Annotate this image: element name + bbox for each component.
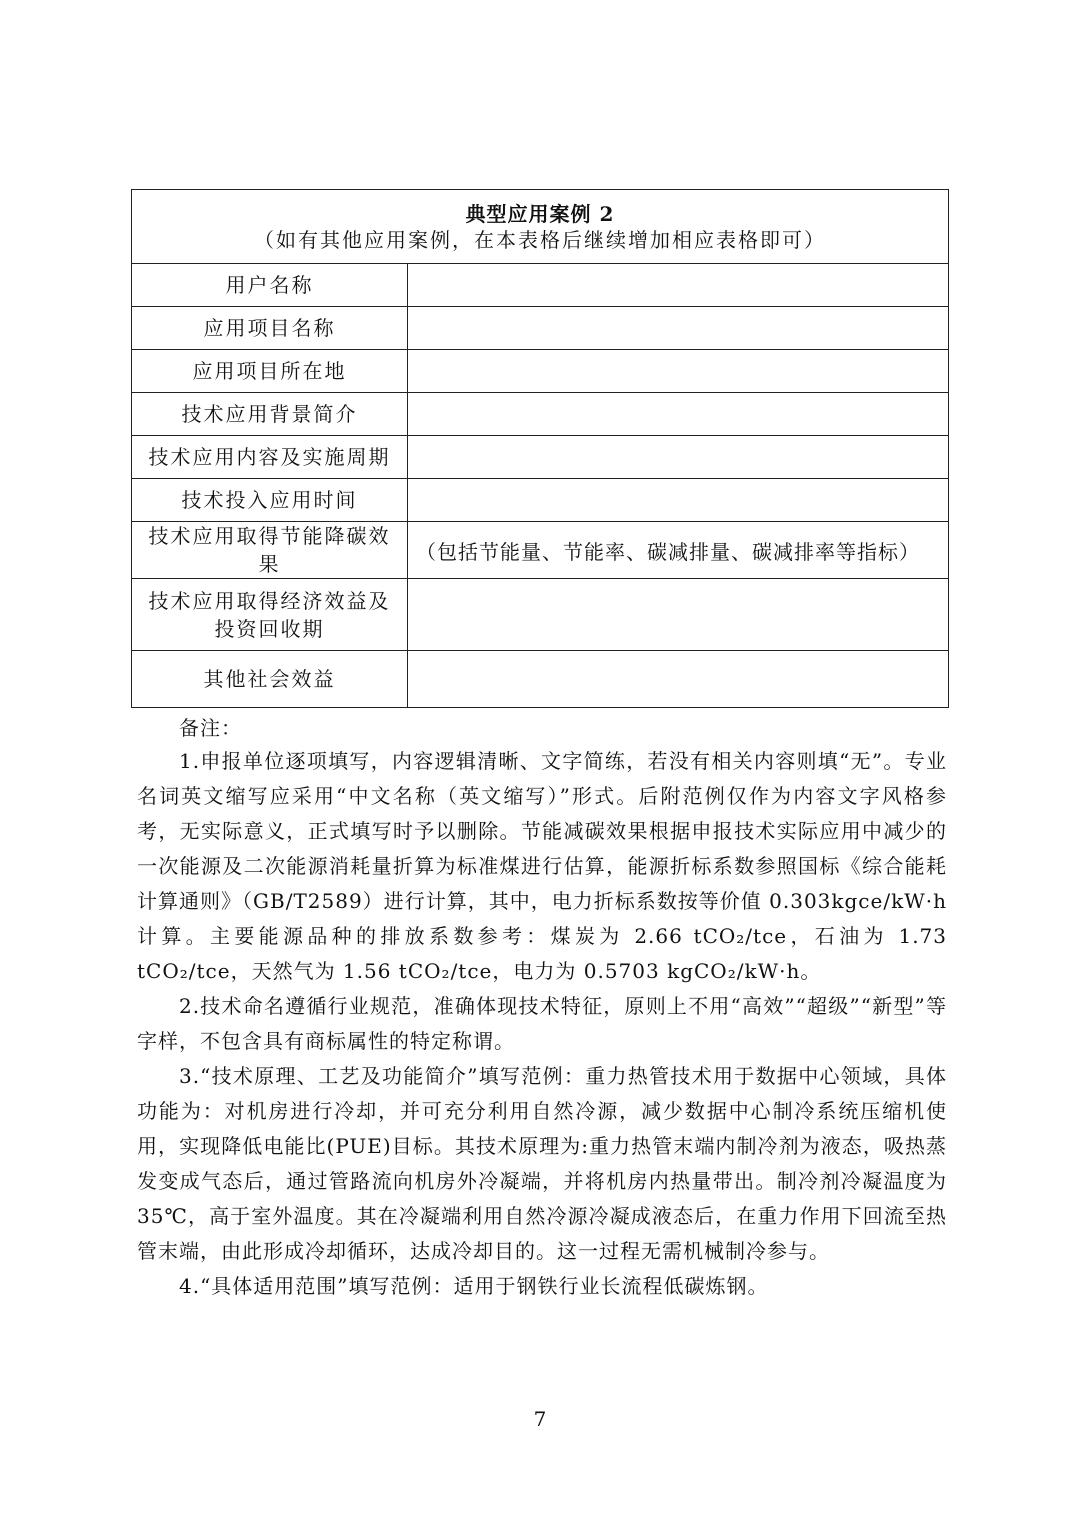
table-row — [132, 350, 949, 393]
table-row — [132, 579, 949, 651]
row-value — [408, 264, 949, 307]
note-paragraph: 1.申报单位逐项填写，内容逻辑清晰、文字简练，若没有相关内容则填“无”。专业名词英文缩写应采用“中文名称（英文缩写）”形式。后附范例仅作为内容文字风格参考，无实际意义，正式填写时予以删除。节能减碳效果根据申报技术实际应用中减少的一次能源及二次能源消耗量折算为标准煤进行估算，能源折标系数参照国标《综合能耗计算通则》（GB/T2589）进行计算，其中，电力折标系数按等价值 0.303kgce/kW·h 计算。主要能源品种的排放系数参考：煤炭为 2.66 tCO₂/tce，石油为 1.73 tCO₂/tce，天然气为 1.56 tCO₂/tce，电力为 0.5703 kgCO₂/kW·h。 — [137, 749, 947, 983]
note-paragraph: 4.“具体适用范围”填写范例：适用于钢铁行业长流程低碳炼钢。 — [179, 1274, 769, 1298]
row-label: 技术应用背景简介 — [132, 393, 408, 436]
row-label: 用户名称 — [132, 264, 408, 307]
page-number: 7 — [533, 1407, 547, 1431]
table-row — [132, 393, 949, 436]
table-header — [132, 190, 949, 264]
row-label: 技术投入应用时间 — [132, 479, 408, 522]
notes-section — [137, 712, 947, 1304]
table-row — [132, 307, 949, 350]
row-label: 技术应用取得节能降碳效果 — [132, 522, 408, 579]
row-value — [408, 479, 949, 522]
row-label: 其他社会效益 — [132, 651, 408, 708]
row-value: （包括节能量、节能率、碳减排量、碳减排率等指标） — [408, 522, 949, 579]
row-value — [408, 393, 949, 436]
table-row — [132, 479, 949, 522]
table-header-row — [132, 190, 949, 264]
row-value — [408, 651, 949, 708]
table-row — [132, 651, 949, 708]
notes-title: 备注： — [179, 716, 242, 740]
row-label: 应用项目名称 — [132, 307, 408, 350]
row-value — [408, 436, 949, 479]
row-label: 技术应用取得经济效益及投资回收期 — [132, 579, 408, 651]
row-value — [408, 307, 949, 350]
table-subtitle: （如有其他应用案例，在本表格后继续增加相应表格即可） — [254, 227, 826, 252]
row-value — [408, 350, 949, 393]
table-title: 典型应用案例 2 — [465, 201, 615, 226]
row-label: 技术应用内容及实施周期 — [132, 436, 408, 479]
application-case-table — [131, 189, 949, 708]
row-label: 应用项目所在地 — [132, 350, 408, 393]
table-row — [132, 264, 949, 307]
row-value — [408, 579, 949, 651]
table-row — [132, 436, 949, 479]
note-paragraph: 2.技术命名遵循行业规范，准确体现技术特征，原则上不用“高效”“超级”“新型”等字样，不包含具有商标属性的特定称谓。 — [137, 994, 947, 1053]
table-row — [132, 522, 949, 579]
note-paragraph: 3.“技术原理、工艺及功能简介”填写范例：重力热管技术用于数据中心领域，具体功能为：对机房进行冷却，并可充分利用自然冷源，减少数据中心制冷系统压缩机使用，实现降低电能比(PUE)目标。其技术原理为:重力热管末端内制冷剂为液态，吸热蒸发变成气态后，通过管路流向机房外冷凝端，并将机房内热量带出。制冷剂冷凝温度为 35℃，高于室外温度。其在冷凝端利用自然冷源冷凝成液态后，在重力作用下回流至热管末端，由此形成冷却循环，达成冷却目的。这一过程无需机械制冷参与。 — [137, 1064, 947, 1263]
